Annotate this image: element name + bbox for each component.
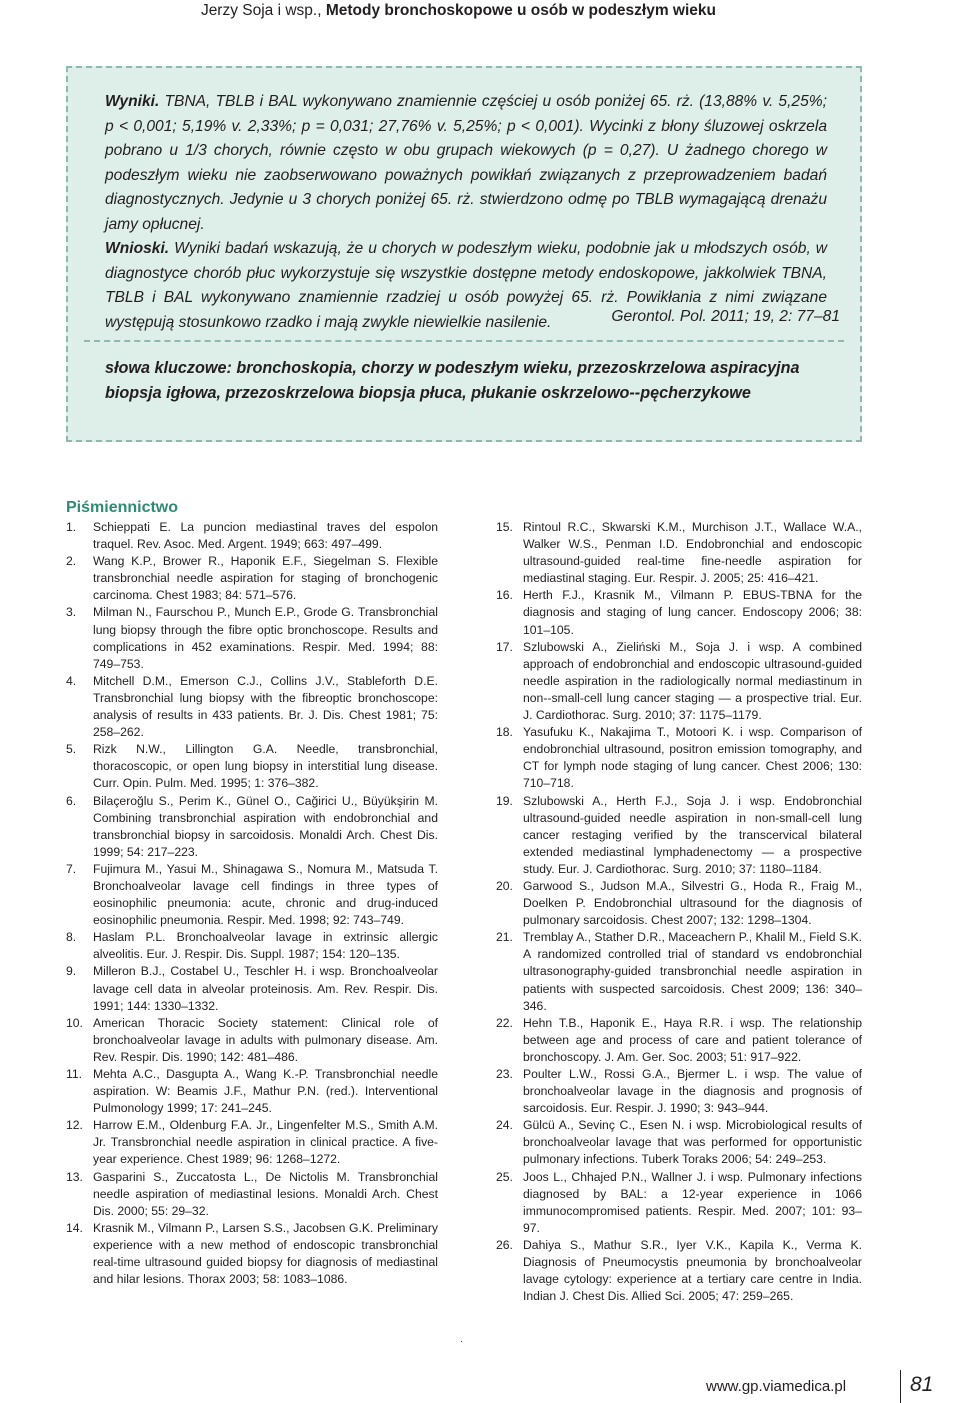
- reference-number: 8.: [66, 930, 77, 945]
- references-heading: Piśmiennictwo: [66, 499, 179, 516]
- page-number: 81: [910, 1373, 934, 1396]
- reference-number: 20.: [496, 878, 513, 893]
- reference-item: [66, 861, 438, 929]
- reference-text: Poulter L.W., Rossi G.A., Bjermer L. i wsp. The value of bronchoalveolar lavage in the diagnosis and prognosis of sarcoidosis. Eur. Respir. J. 1990; 3: 943–944.: [523, 1067, 862, 1116]
- reference-text: American Thoracic Society statement: Clinical role of bronchoalveolar lavage in adults with pulmonary disease. Am. Rev. Respir. Dis. 1990; 142: 481–486.: [93, 1015, 438, 1064]
- results-text: TBNA, TBLB i BAL wykonywano znamiennie częściej u osób poniżej 65. rż. (13,88% v. 5,25%; p < 0,001; 5,19% v. 2,33%; p = 0,031; 27,76% v. 5,25%; p < 0,001). Wycinki z błony śluzowej oskrzela pobrano u 1/3 chorych, równie często w obu grupach wiekowych (p = 0,27). U żadnego chorego w podeszłym wieku nie zaobserwowano poważnych powikłań związanych z przeprowadzeniem badań diagnostycznych. Jedynie u 3 chorych poniżej 65. rż. stwierdzono odmę po TBLB wymagającą drenażu jamy opłucnej.: [105, 93, 827, 233]
- references-right-column: [496, 519, 862, 1305]
- references-left-column: [66, 519, 438, 1288]
- reference-text: Garwood S., Judson M.A., Silvestri G., Hoda R., Fraig M., Doelken P. Endobronchial ultrasound for the diagnosis of pulmonary sarcoidosis. Chest 2007; 132: 1298–1304.: [523, 878, 862, 928]
- reference-number: 25.: [496, 1169, 513, 1184]
- reference-item: [496, 929, 862, 1014]
- reference-text: Tremblay A., Stather D.R., Maceachern P., Khalil M., Field S.K. A randomized controlled trial of standard vs endobronchial ultrasonography-guided transbronchial needle aspiration in patients with suspected sarcoidosis. Chest 2009; 136: 340–346.: [523, 930, 862, 1013]
- reference-text: Fujimura M., Yasui M., Shinagawa S., Nomura M., Matsuda T. Bronchoalveolar lavage cell findings in three types of eosinophilic pneumonia: acute, chronic and drug-induced eosinophilic pneumonia. Respir. Med. 1998; 92: 743–749.: [93, 861, 438, 928]
- running-head-title: Metody bronchoskopowe u osób w podeszłym wieku: [325, 2, 716, 19]
- reference-item: [66, 1117, 438, 1168]
- reference-number: 21.: [496, 930, 513, 945]
- stray-dot: .: [460, 1334, 463, 1345]
- reference-item: [496, 587, 862, 638]
- reference-text: Bilaçeroğlu S., Perim K., Günel O., Cağirici U., Büyükşirin M. Combining transbronchial aspiration with endobronchial and transbronchial biopsy in sarcoidosis. Monaldi Arch. Chest Dis. 1999; 54: 217–223.: [93, 793, 438, 859]
- reference-item: [66, 1066, 438, 1117]
- reference-text: Milleron B.J., Costabel U., Teschler H. i wsp. Bronchoalveolar lavage cell data in alveolar proteinosis. Am. Rev. Respir. Dis. 1991; 144: 1330–1332.: [93, 964, 438, 1013]
- reference-item: [496, 1117, 862, 1168]
- conclusions-label: Wnioski.: [105, 240, 170, 257]
- reference-item: [66, 519, 438, 553]
- reference-item: [496, 1066, 862, 1117]
- reference-item: [66, 929, 438, 963]
- reference-text: Rintoul R.C., Skwarski K.M., Murchison J.T., Wallace W.A., Walker W.S., Penman I.D. Endobronchial and endoscopic ultrasound-guided real-time fine-needle aspiration for mediastinal staging. Eur. Respir. J. 2005; 25: 416–421.: [523, 520, 862, 586]
- reference-number: 16.: [496, 588, 513, 603]
- reference-item: [496, 1237, 862, 1305]
- reference-number: 10.: [66, 1015, 83, 1030]
- reference-number: 15.: [496, 520, 513, 534]
- reference-number: 6.: [66, 793, 77, 808]
- reference-number: 11.: [66, 1067, 83, 1081]
- footer-url[interactable]: www.gp.viamedica.pl: [706, 1378, 847, 1395]
- reference-text: Gasparini S., Zuccatosta L., De Nictolis M. Transbronchial needle aspiration of mediastinal lesions. Monaldi Arch. Chest Dis. 2000; 55: 29–32.: [93, 1169, 438, 1218]
- reference-item: [496, 724, 862, 792]
- reference-number: 9.: [66, 964, 77, 979]
- reference-number: 12.: [66, 1118, 83, 1133]
- reference-item: [66, 673, 438, 741]
- reference-text: Gülcü A., Sevinç C., Esen N. i wsp. Microbiological results of bronchoalveolar lavage that was performed for opportunistic pulmonary infections. Tuberk Toraks 2006; 54: 249–253.: [523, 1118, 862, 1167]
- abstract-box: [66, 66, 862, 442]
- reference-item: [496, 1015, 862, 1066]
- journal-citation: Gerontol. Pol. 2011; 19, 2: 77–81: [611, 308, 840, 325]
- reference-number: 24.: [496, 1118, 513, 1133]
- reference-number: 1.: [66, 520, 77, 534]
- reference-number: 19.: [496, 793, 513, 808]
- abstract-text: [105, 90, 827, 335]
- reference-text: Mehta A.C., Dasgupta A., Wang K.-P. Transbronchial needle aspiration. W: Beamis J.F., Mathur P.N. (red.). Interventional Pulmonology 1999; 17: 241–245.: [93, 1067, 438, 1116]
- reference-text: Dahiya S., Mathur S.R., Iyer V.K., Kapila K., Verma K. Diagnosis of Pneumocystis pneumonia by bronchoalveolar lavage cytology: experience at a tertiary care centre in India. Indian J. Chest Dis. Allied Sci. 2005; 47: 259–265.: [523, 1237, 862, 1304]
- reference-number: 3.: [66, 605, 77, 620]
- reference-number: 4.: [66, 673, 77, 688]
- reference-number: 18.: [496, 725, 513, 740]
- running-head: [0, 0, 960, 36]
- reference-item: [66, 793, 438, 861]
- footer-divider: [900, 1370, 901, 1403]
- reference-item: [66, 604, 438, 672]
- abstract-results: [105, 90, 827, 237]
- reference-item: [66, 553, 438, 604]
- reference-number: 2.: [66, 554, 77, 569]
- reference-number: 17.: [496, 639, 513, 654]
- reference-text: Krasnik M., Vilmann P., Larsen S.S., Jacobsen G.K. Preliminary experience with a new method of endoscopic transbronchial real-time ultrasound guided biopsy for diagnosis of mediastinal and hilar lesions. Thorax 2003; 58: 1083–1086.: [93, 1220, 438, 1287]
- reference-number: 7.: [66, 861, 77, 876]
- reference-item: [496, 1169, 862, 1237]
- reference-number: 13.: [66, 1169, 83, 1184]
- reference-item: [496, 793, 862, 878]
- reference-item: [496, 519, 862, 587]
- reference-text: Rizk N.W., Lillington G.A. Needle, transbronchial, thoracoscopic, or open lung biopsy in interstitial lung disease. Curr. Opin. Pulm. Med. 1995; 1: 376–382.: [93, 742, 438, 791]
- reference-number: 14.: [66, 1220, 83, 1235]
- reference-text: Joos L., Chhajed P.N., Wallner J. i wsp. Pulmonary infections diagnosed by BAL: a 12-year experience in 1066 immunocompromised patients. Respir. Med. 2007; 101: 93–97.: [523, 1169, 862, 1235]
- reference-item: [66, 963, 438, 1014]
- reference-item: [66, 1015, 438, 1066]
- keywords: słowa kluczowe: bronchoskopia, chorzy w podeszłym wieku, przezoskrzelowa aspiracyjna biopsja igłowa, przezoskrzelowa biopsja płuca, płukanie oskrzelowo--pęcherzykowe: [105, 359, 800, 402]
- reference-text: Hehn T.B., Haponik E., Haya R.R. i wsp. The relationship between age and process of care and patient tolerance of bronchoscopy. J. Am. Ger. Soc. 2003; 51: 917–922.: [523, 1015, 862, 1064]
- reference-item: [66, 1220, 438, 1288]
- reference-item: [66, 741, 438, 792]
- reference-text: Wang K.P., Brower R., Haponik E.F., Siegelman S. Flexible transbronchial needle aspiration for staging of bronchogenic carcinoma. Chest 1983; 84: 571–576.: [93, 554, 438, 603]
- reference-text: Yasufuku K., Nakajima T., Motoori K. i wsp. Comparison of endobronchial ultrasound, positron emission tomography, and CT for lymph node staging of lung cancer. Chest 2006; 130: 710–718.: [523, 725, 862, 791]
- abstract-divider: [84, 340, 844, 342]
- reference-text: Szlubowski A., Herth F.J., Soja J. i wsp. Endobronchial ultrasound-guided needle aspiration in non-small-cell lung cancer restaging verified by the transcervical bilateral extended mediastinal lymphadenectomy — a prospective study. Eur. J. Cardiothorac. Surg. 2010; 37: 1180–1184.: [523, 793, 862, 876]
- reference-text: Mitchell D.M., Emerson C.J., Collins J.V., Stableforth D.E. Transbronchial lung biopsy with the fibreoptic bronchoscope: analysis of results in 433 patients. Br. J. Dis. Chest 1981; 75: 258–262.: [93, 673, 438, 740]
- reference-text: Harrow E.M., Oldenburg F.A. Jr., Lingenfelter M.S., Smith A.M. Jr. Transbronchial needle aspiration in clinical practice. A five-year experience. Chest 1989; 96: 1268–1272.: [93, 1118, 438, 1167]
- reference-item: [66, 1169, 438, 1220]
- results-label: Wyniki.: [105, 93, 160, 110]
- reference-number: 23.: [496, 1067, 513, 1081]
- reference-number: 26.: [496, 1237, 513, 1252]
- reference-number: 22.: [496, 1015, 513, 1030]
- reference-text: Herth F.J., Krasnik M., Vilmann P. EBUS-TBNA for the diagnosis and staging of lung cancer. Endoscopy 2006; 38: 101–105.: [523, 588, 862, 637]
- conclusions-text: Wyniki badań wskazują, że u chorych w podeszłym wieku, podobnie jak u młodszych osób, w diagnostyce chorób płuc wykorzystuje się wszystkie dostępne metody endoskopowe, jakkolwiek TBNA, TBLB i BAL wykonywano znamiennie rzadziej u osób powyżej 65. rż. Powikłania z nimi związane występują stosunkowo rzadko i mają zwykle niewielkie nasilenie.: [105, 240, 828, 331]
- reference-text: Haslam P.L. Bronchoalveolar lavage in extrinsic allergic alveolitis. Eur. J. Respir. Dis. Suppl. 1987; 154: 120–135.: [93, 930, 438, 962]
- reference-item: [496, 639, 862, 724]
- reference-text: Milman N., Faurschou P., Munch E.P., Grode G. Transbronchial lung biopsy through the fibre optic bronchoscope. Results and complications in 452 examinations. Respir. Med. 1994; 88: 749–753.: [93, 605, 438, 671]
- running-head-authors: Jerzy Soja i wsp.,: [200, 2, 322, 19]
- reference-number: 5.: [66, 742, 77, 757]
- reference-text: Szlubowski A., Zieliński M., Soja J. i wsp. A combined approach of endobronchial and endoscopic ultrasound-guided needle aspiration in the radiologically normal mediastinum in non--small-cell lung cancer staging — a prospective trial. Eur. J. Cardiothorac. Surg. 2010; 37: 1175–1179.: [523, 639, 862, 723]
- reference-item: [496, 878, 862, 929]
- reference-text: Schieppati E. La puncion mediastinal traves del espolon traquel. Rev. Asoc. Med. Argent. 1949; 663: 497–499.: [93, 520, 438, 552]
